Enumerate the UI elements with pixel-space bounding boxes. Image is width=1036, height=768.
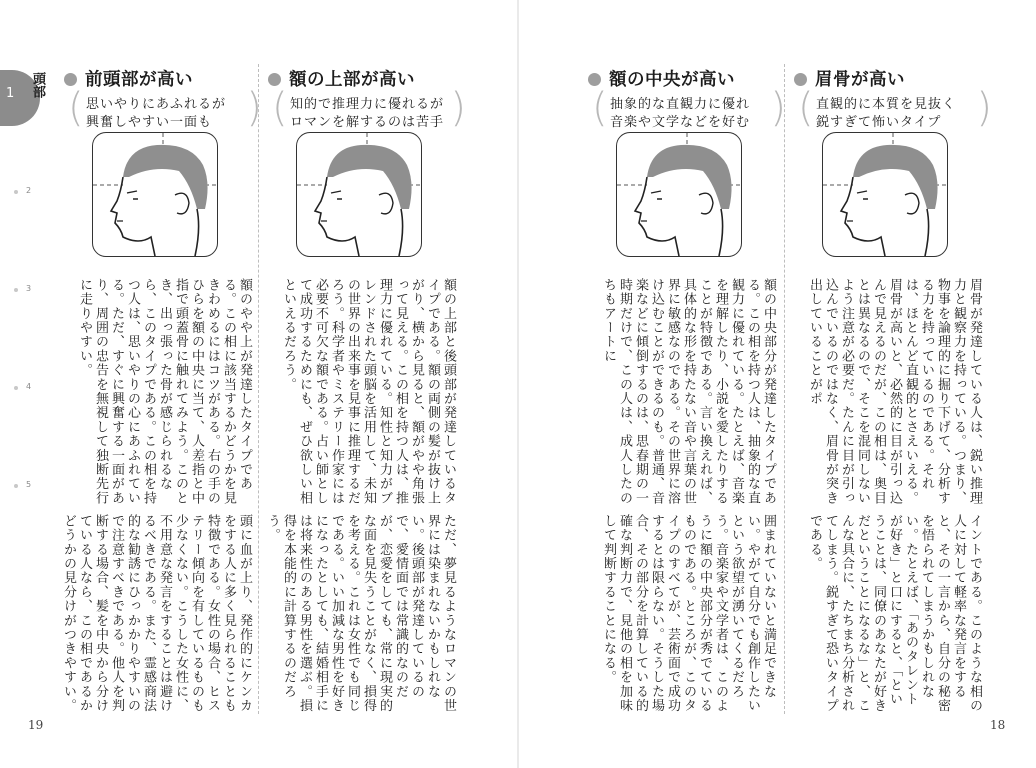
head-illustration: [822, 132, 948, 257]
subtitle-line: 鋭すぎて怖いタイプ: [816, 115, 942, 130]
index-tick: 2: [26, 186, 32, 195]
section-tab-number: 1: [6, 86, 15, 101]
column-body-text: 額の上部と後頭部が発達しているタイプである。額の両側の髪が抜け上がり、横から見ると、額がやや角張って見える。この相を持つ人は、推理力に優れている。知性と知力がブレンドされた頭脳を活用して、未知の世界の出来事を見事に推理するだろう。科学者やミステリー作家には必要不可欠な額である。占い師として成功するためにも、ぜひ欲しい相といえるだろう。: [281, 278, 456, 506]
column-subtitle: [72, 92, 244, 128]
column-body-text: 頭に血が上り、発作的にケンカをする人に多く見られることも特徴である。女性の場合、ヒステリー傾向を有しているものも少なくない。こうした女性に、不用意な発言をすることは避けるべきである。また、霊感商法的な勧誘にひっかかりやすいので注意すべきである。他人を判断する場合、髪を中央から分けている人なら、この相であるかどうかの見分けがつきやすい。: [61, 514, 252, 713]
section-tab-label: 頭部: [30, 72, 45, 98]
index-tick: 5: [26, 480, 32, 489]
page-number-left: 19: [28, 718, 44, 732]
head-illustration: [92, 132, 218, 257]
column-heading: 前頭部が高い: [64, 66, 193, 91]
page-number-right: 18: [990, 718, 1006, 732]
book-spine: [517, 0, 519, 768]
column-body-text: 額のやや上が発達したタイプである。この相に該当するかどうかを見きわめるにはコツがある。右の手のひらを額の中央に当て、人差指と中指で頭蓋骨に触れてみよう。このとき、出っ張った骨が感じられるなら、このタイプである。この相を持つ人は、思いやりの心にあふれている。ただ、すぐに興奮する一面があり、周囲の忠告を無視して独断先行に走りやすい。: [77, 278, 252, 506]
column-heading: 額の上部が高い: [268, 66, 415, 91]
column-heading: 眉骨が高い: [794, 66, 905, 91]
subtitle-line: ( 直観的に本質を見抜く: [816, 97, 957, 112]
column-subtitle: [276, 92, 448, 128]
column-body-text: 額の中央部分が発達したタイプである。この相を持つ人は、抽象的な直観力に優れている。たとえば、音楽を理解したり、小説を愛したりすることが特徴である。言い換えれば、具体的な形を持たない音や言葉の世界に敏感なのである。その世界に溶け込むことができるのも。普通、音楽などに傾倒するのは、思春期の一時期だけで、この人は、成人したのちもアートに: [601, 278, 776, 506]
column-subtitle: [596, 92, 768, 128]
column-body-text: イントである。このような相の人に対して軽率な発言をすると、その一言から、自分の秘密を悟られてしまうかもしれない。たとえば、「あのタレントが好き」と口にすると、「ということは、同僚のあなたが好きだということになるな」と、こんな具合に、たちまち分析されてしまう。鋭すぎて恐いタイプである。: [807, 514, 982, 713]
subtitle-line: ( 抽象的な直観力に優れ: [610, 97, 751, 112]
column-body-text: 眉骨が発達している人は、鋭い推理力と観察力を持っている。つまり、物事を論理的に掘り下げて、分析する力を持っているのである。それは、ほとんど直観的とさえいえる。眉骨が高いと、必然的に目が引っ込んで見えるのだが、この相は、奥目とは異なるので、そこを混同しないよう注意が必要だ。たんに目が引っ込んでいるのではなく、眉骨が突き出していることがポ: [807, 278, 982, 506]
subtitle-line: 興奮しやすい一面も: [86, 115, 213, 130]
index-tick: 4: [26, 382, 32, 391]
subtitle-line: ( 思いやりにあふれるが: [86, 97, 227, 112]
column-body-text: ただ、夢見るようなロマンの世界には染まれないかもしれない。後頭部が発達しているので、愛情面では常識的なのだが、恋愛をしても、常に現実的な面を見失うことがなく、損得を考える。これは女性でも同じである。いい加減な男性を好きになったとしても、結婚相手には将来性のある男性を選ぶ。損得を本能的に計算するのだろう。: [265, 514, 456, 713]
subtitle-line: 音楽や文学などを好む: [610, 115, 751, 130]
column-body-text: 囲まれていないと満足できない。やがて自分でも創作したいという欲望が湧いてくるだろう。音楽家や文学者は、このように額の中央部分が秀でているものである。ところが、このタイプのすべてが、芸術面で成功するとは限らない。そうした場合、その部分を計算している的確な判断力で、見他の相を加味して判断することになる。: [601, 514, 776, 713]
head-illustration: [616, 132, 742, 257]
subtitle-line: ロマンを解するのは苦手: [290, 115, 445, 130]
column-divider: [258, 64, 259, 714]
column-divider: [784, 64, 785, 714]
head-illustration: [296, 132, 422, 257]
column-heading: 額の中央が高い: [588, 66, 735, 91]
index-tick: 3: [26, 284, 32, 293]
subtitle-line: ( 知的で推理力に優れるが: [290, 97, 445, 112]
column-subtitle: [802, 92, 974, 128]
